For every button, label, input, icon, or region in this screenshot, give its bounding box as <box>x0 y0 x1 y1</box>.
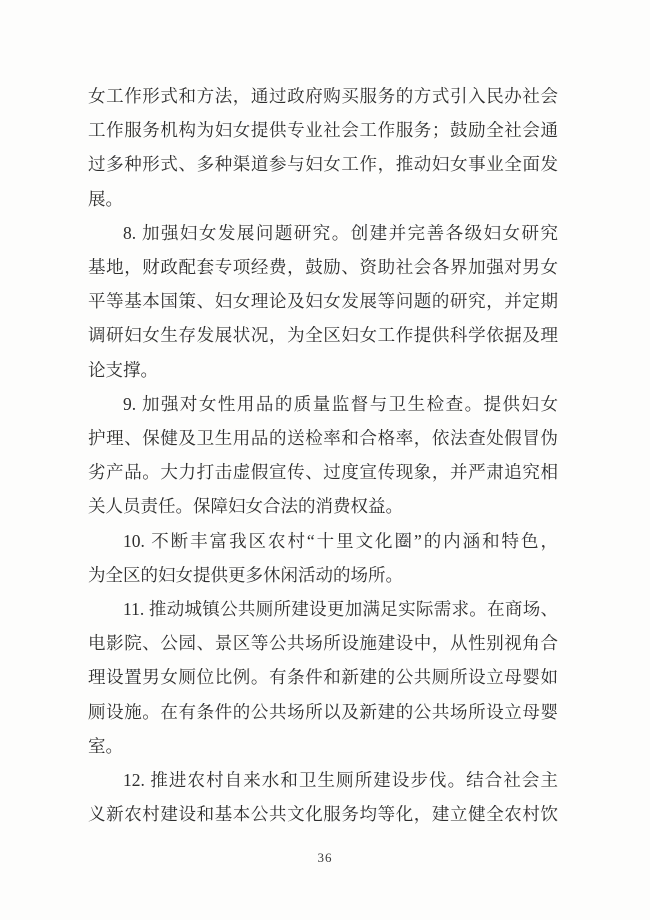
text-line: 护理、保健及卫生用品的送检率和合格率，依法查处假冒伪 <box>88 428 558 449</box>
text-block <box>88 79 558 831</box>
text-line: 9. 加强对女性用品的质量监督与卫生检查。提供妇女 <box>123 393 558 414</box>
text-line: 电影院、公园、景区等公共场所设施建设中，从性别视角合 <box>88 633 558 654</box>
text-line: 义新农村建设和基本公共文化服务均等化，建立健全农村饮 <box>88 804 558 825</box>
text-line: 理设置男女厕位比例。有条件和新建的公共厕所设立母婴如 <box>88 667 558 688</box>
text-line: 论支撑。 <box>88 359 158 380</box>
text-line: 平等基本国策、妇女理论及妇女发展等问题的研究，并定期 <box>88 291 558 312</box>
text-line: 8. 加强妇女发展问题研究。创建并完善各级妇女研究 <box>123 222 558 243</box>
text-line: 12. 推进农村自来水和卫生厕所建设步伐。结合社会主 <box>123 770 558 791</box>
text-line: 11. 推动城镇公共厕所建设更加满足实际需求。在商场、 <box>123 599 558 620</box>
text-line: 基地，财政配套专项经费，鼓励、资助社会各界加强对男女 <box>88 257 558 278</box>
text-line: 厕设施。在有条件的公共场所以及新建的公共场所设立母婴 <box>88 701 558 722</box>
text-line: 关人员责任。保障妇女合法的消费权益。 <box>88 496 403 517</box>
text-line: 工作服务机构为妇女提供专业社会工作服务；鼓励全社会通 <box>88 120 558 141</box>
page-number: 36 <box>317 850 333 865</box>
text-line: 10. 不断丰富我区农村“十里文化圈”的内涵和特色， <box>123 530 558 551</box>
text-line: 为全区的妇女提供更多休闲活动的场所。 <box>88 564 403 585</box>
text-line: 调研妇女生存发展状况，为全区妇女工作提供科学依据及理 <box>88 325 558 346</box>
text-line: 过多种形式、多种渠道参与妇女工作，推动妇女事业全面发 <box>88 154 558 175</box>
text-line: 劣产品。大力打击虚假宣传、过度宣传现象，并严肃追究相 <box>88 462 558 483</box>
text-line: 室。 <box>88 735 123 756</box>
text-line: 展。 <box>88 188 123 209</box>
text-line: 女工作形式和方法，通过政府购买服务的方式引入民办社会 <box>88 86 558 106</box>
